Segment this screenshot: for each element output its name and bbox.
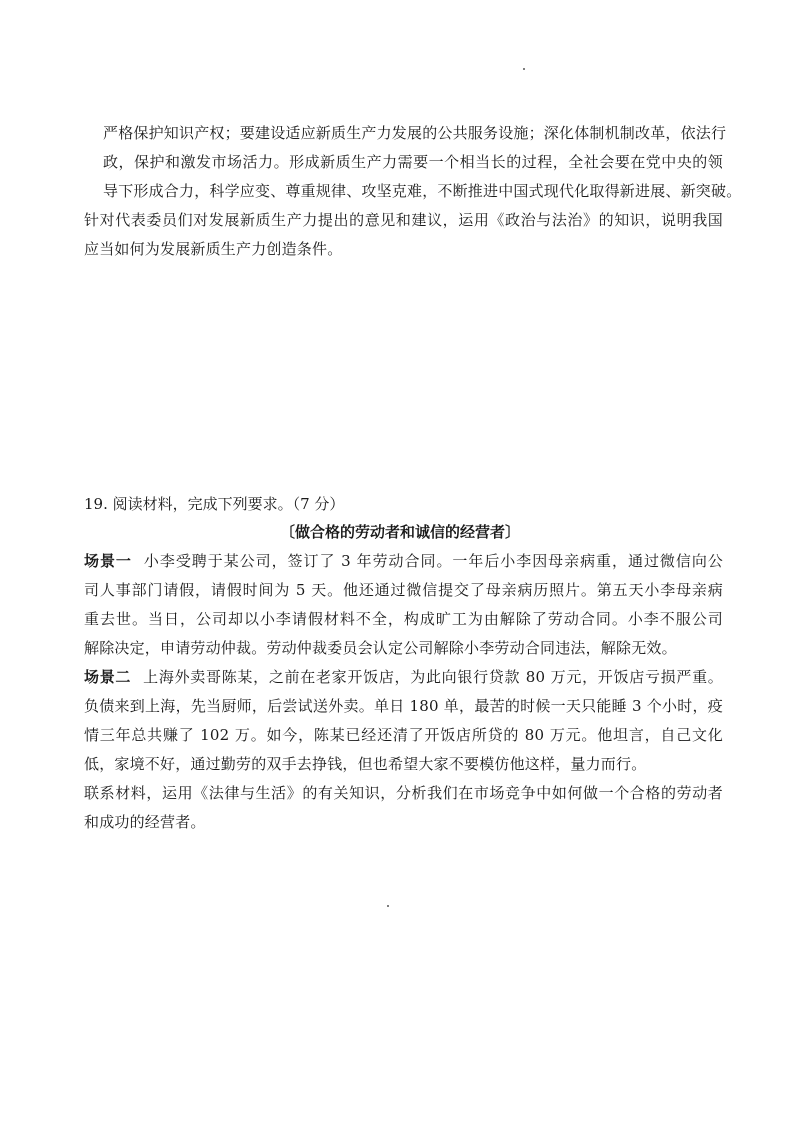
scene1-label: 场景一 <box>84 552 132 570</box>
q18-material-line-1: 严格保护知识产权；要建设适应新质生产力发展的公共服务设施；深化体制机制改革，依法行 <box>103 124 727 142</box>
scene1-line-3: 重去世。当日，公司却以小李请假材料不全，构成旷工为由解除了劳动合同。小李不服公司 <box>84 610 723 628</box>
q18-material-line-2: 政，保护和激发市场活力。形成新质生产力需要一个相当长的过程，全社会要在党中央的领 <box>103 153 723 171</box>
scene2-first-line <box>84 666 723 688</box>
scene1-line-4: 解除决定，申请劳动仲裁。劳动仲裁委员会认定公司解除小李劳动合同违法，解除无效。 <box>84 639 677 657</box>
scene1-first-text: 小李受聘于某公司，签订了 3 年劳动合同。一年后小李因母亲病重，通过微信向公 <box>143 552 723 570</box>
scene1-first-line <box>84 550 723 572</box>
scene2-line-3: 情三年总共赚了 102 万。如今，陈某已经还清了开饭店所贷的 80 万元。他坦言，自己文化 <box>84 726 723 744</box>
scan-speck <box>523 68 525 70</box>
q18-requirement-line-1: 针对代表委员们对发展新质生产力提出的意见和建议，运用《政治与法治》的知识，说明我国 <box>84 211 723 229</box>
scene2-line-2: 负债来到上海，先当厨师，后尝试送外卖。单日 180 单，最苦的时候一天只能睡 3 个小时，疫 <box>84 697 723 715</box>
scene2-first-text: 上海外卖哥陈某，之前在老家开饭店，为此向银行贷款 80 万元，开饭店亏损严重。 <box>143 668 723 686</box>
scene1-line-2: 司人事部门请假，请假时间为 5 天。他还通过微信提交了母亲病历照片。第五天小李母亲病 <box>84 581 723 599</box>
scene2-label: 场景二 <box>84 668 132 686</box>
q19-heading: 19. 阅读材料，完成下列要求。（7 分） <box>84 495 345 513</box>
q19-requirement-line-1: 联系材料，运用《法律与生活》的有关知识，分析我们在市场竞争中如何做一个合格的劳动者 <box>84 784 723 802</box>
scene2-line-4: 低，家境不好，通过勤劳的双手去挣钱，但也希望大家不要模仿他这样，量力而行。 <box>84 755 647 773</box>
q18-requirement-line-2: 应当如何为发展新质生产力创造条件。 <box>84 240 343 258</box>
scan-speck <box>387 905 389 907</box>
q18-material-line-3: 导下形成合力，科学应变、尊重规律、攻坚克难，不断推进中国式现代化取得新进展、新突破。 <box>103 182 742 200</box>
q19-title: 〔做合格的劳动者和诚信的经营者〕 <box>279 523 520 541</box>
q19-requirement-line-2: 和成功的经营者。 <box>84 813 206 831</box>
